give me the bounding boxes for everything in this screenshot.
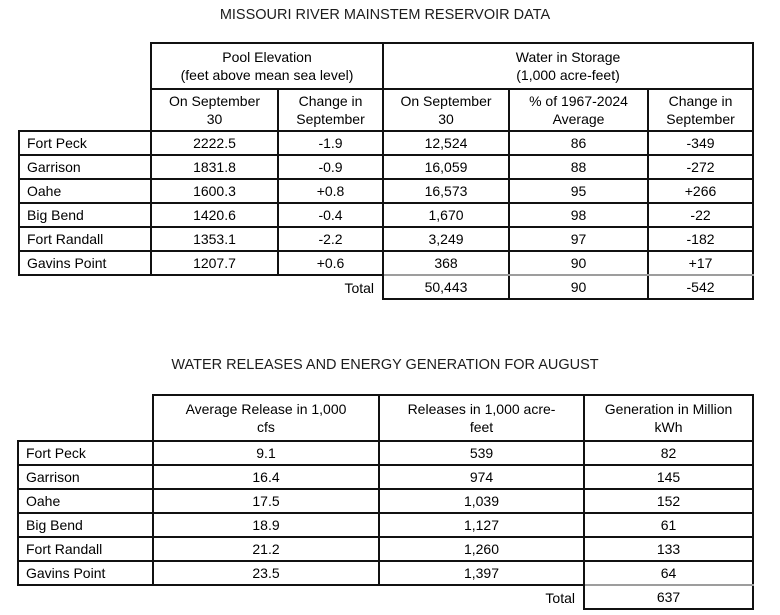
storage-pct-cell: 86 (509, 131, 648, 155)
group-header-line: (feet above mean sea level) (180, 67, 354, 83)
table-row (18, 561, 753, 585)
total-generation-cell: 637 (584, 585, 753, 609)
col-header-release-cfs: Average Release in 1,000 cfs (153, 395, 379, 441)
generation-cell: 64 (584, 561, 753, 585)
total-storage-cell: 50,443 (383, 275, 509, 299)
total-label: Total (344, 279, 375, 296)
col-header-release-af: Releases in 1,000 acre- feet (379, 395, 584, 441)
table-row (19, 155, 753, 179)
release-af-cell: 1,260 (379, 537, 584, 561)
blank-cell (18, 395, 153, 441)
release-cfs-cell: 17.5 (153, 489, 379, 513)
total-storage-pct-cell: 90 (509, 275, 648, 299)
pool-change-cell: -1.9 (278, 131, 383, 155)
col-header-storage-date: On September 30 (383, 89, 509, 131)
total-row (18, 585, 753, 609)
table-row (19, 179, 753, 203)
table-row (18, 441, 753, 465)
storage-cell: 16,059 (383, 155, 509, 179)
release-cfs-cell: 16.4 (153, 465, 379, 489)
release-af-cell: 974 (379, 465, 584, 489)
group-header-line: Pool Elevation (222, 49, 312, 65)
table-row (18, 489, 753, 513)
reservoir-name-cell: Garrison (18, 465, 153, 489)
release-af-cell: 539 (379, 441, 584, 465)
total-storage-change-cell: -542 (648, 275, 753, 299)
reservoir-name-cell: Fort Randall (19, 227, 151, 251)
pool-change-cell: -2.2 (278, 227, 383, 251)
total-row (19, 275, 753, 299)
reservoir-name-cell: Big Bend (19, 203, 151, 227)
col-header-generation: Generation in Million kWh (584, 395, 753, 441)
table-row (19, 131, 753, 155)
table-row (18, 513, 753, 537)
storage-change-cell: -272 (648, 155, 753, 179)
release-af-cell: 1,127 (379, 513, 584, 537)
pool-elev-cell: 1831.8 (151, 155, 278, 179)
reservoir-name-cell: Oahe (18, 489, 153, 513)
storage-cell: 1,670 (383, 203, 509, 227)
pool-change-cell: +0.8 (278, 179, 383, 203)
releases-energy-table (17, 394, 754, 610)
reservoir-name-cell: Gavins Point (18, 561, 153, 585)
reservoir-name-cell: Fort Peck (18, 441, 153, 465)
group-header-row (19, 43, 753, 89)
release-af-cell: 1,039 (379, 489, 584, 513)
reservoir-name-cell: Oahe (19, 179, 151, 203)
release-cfs-cell: 23.5 (153, 561, 379, 585)
pool-elev-cell: 1353.1 (151, 227, 278, 251)
total-label: Total (545, 589, 575, 606)
release-af-cell: 1,397 (379, 561, 584, 585)
table-row (19, 227, 753, 251)
pool-elev-cell: 1420.6 (151, 203, 278, 227)
pool-change-cell: +0.6 (278, 251, 383, 275)
storage-change-cell: -349 (648, 131, 753, 155)
col-header-pool-date: On September 30 (151, 89, 278, 131)
release-cfs-cell: 18.9 (153, 513, 379, 537)
generation-cell: 61 (584, 513, 753, 537)
water-storage-group-header (383, 43, 753, 89)
table-row (18, 537, 753, 561)
col-header-pool-change: Change in September (278, 89, 383, 131)
storage-cell: 12,524 (383, 131, 509, 155)
pool-elev-cell: 1600.3 (151, 179, 278, 203)
group-header-line: Water in Storage (515, 49, 621, 65)
storage-pct-cell: 90 (509, 251, 648, 275)
col-header-storage-pct: % of 1967-2024 Average (509, 89, 648, 131)
storage-cell: 368 (383, 251, 509, 275)
storage-change-cell: -182 (648, 227, 753, 251)
table-row (19, 203, 753, 227)
storage-pct-cell: 97 (509, 227, 648, 251)
column-header-row (18, 395, 753, 441)
storage-change-cell: +266 (648, 179, 753, 203)
pool-elevation-group-header (151, 43, 383, 89)
release-cfs-cell: 9.1 (153, 441, 379, 465)
table-row (19, 251, 753, 275)
release-cfs-cell: 21.2 (153, 537, 379, 561)
pool-change-cell: -0.9 (278, 155, 383, 179)
pool-change-cell: -0.4 (278, 203, 383, 227)
reservoir-name-cell: Big Bend (18, 513, 153, 537)
storage-change-cell: +17 (648, 251, 753, 275)
pool-elev-cell: 1207.7 (151, 251, 278, 275)
blank-cell (19, 43, 151, 89)
reservoir-table-title: MISSOURI RIVER MAINSTEM RESERVOIR DATA (219, 7, 551, 23)
group-header-line: (1,000 acre-feet) (516, 67, 620, 83)
blank-cell (19, 89, 151, 131)
reservoir-name-cell: Garrison (19, 155, 151, 179)
storage-cell: 16,573 (383, 179, 509, 203)
generation-cell: 82 (584, 441, 753, 465)
generation-cell: 133 (584, 537, 753, 561)
reservoir-name-cell: Gavins Point (19, 251, 151, 275)
storage-change-cell: -22 (648, 203, 753, 227)
pool-elev-cell: 2222.5 (151, 131, 278, 155)
storage-cell: 3,249 (383, 227, 509, 251)
column-header-row (19, 89, 753, 131)
col-header-storage-change: Change in September (648, 89, 753, 131)
storage-pct-cell: 95 (509, 179, 648, 203)
generation-cell: 152 (584, 489, 753, 513)
reservoir-name-cell: Fort Randall (18, 537, 153, 561)
generation-cell: 145 (584, 465, 753, 489)
reservoir-data-table (18, 42, 754, 300)
storage-pct-cell: 88 (509, 155, 648, 179)
table-row (18, 465, 753, 489)
storage-pct-cell: 98 (509, 203, 648, 227)
releases-table-title: WATER RELEASES AND ENERGY GENERATION FOR AUGUST (171, 357, 599, 373)
reservoir-name-cell: Fort Peck (19, 131, 151, 155)
